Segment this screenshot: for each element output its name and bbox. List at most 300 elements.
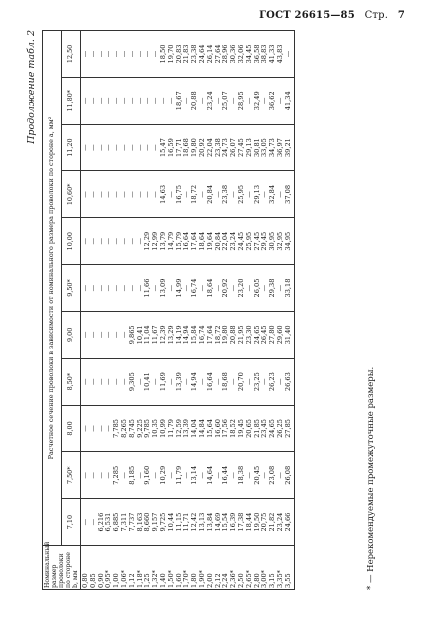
value-cell: 19,70 — [166, 44, 175, 64]
value-cell: 26,05 — [252, 278, 261, 298]
page-number: 7 — [397, 10, 405, 21]
value-cell: 23,30 — [244, 325, 253, 345]
value-cell: 29,13 — [244, 138, 253, 158]
value-cell: 13,14 — [190, 465, 199, 485]
value-cell: — — [182, 191, 191, 198]
value-cell: — — [135, 471, 144, 479]
page-label: Стр. — [364, 10, 389, 21]
value-cell: 31,40 — [283, 325, 292, 345]
value-cell: 6,531 — [104, 512, 113, 532]
nominal-size-cell: 0,80 — [81, 573, 89, 588]
value-cell: 26,14 — [205, 44, 214, 64]
value-column — [81, 499, 295, 546]
value-cell: — — [104, 237, 113, 245]
value-cell: — — [151, 378, 160, 385]
value-cell: — — [229, 284, 238, 292]
value-cell: 17,71 — [174, 138, 183, 158]
section-group-header: Расчетное сечение проволоки в зависимости от номинального размера проволоки по стороне а, мм² — [43, 31, 62, 546]
value-cell: — — [112, 378, 121, 385]
value-cell: 13,13 — [197, 512, 206, 532]
value-cell: 26,07 — [229, 138, 238, 158]
value-cell: — — [104, 471, 113, 479]
value-cell: — — [166, 471, 175, 479]
value-cell: 23,24 — [229, 231, 238, 251]
value-cell: 6,885 — [112, 512, 121, 532]
value-cell: 20,70 — [236, 372, 245, 392]
value-column — [81, 77, 295, 124]
value-cell: 27,45 — [236, 138, 245, 158]
value-cell: — — [81, 331, 89, 339]
value-cell: 16,59 — [166, 138, 175, 158]
value-cell: 23,38 — [213, 138, 222, 158]
value-cell: — — [229, 191, 238, 198]
value-cell: 10,29 — [158, 465, 167, 485]
value-cell: 36,97 — [275, 138, 284, 158]
value-cell: — — [229, 378, 238, 385]
value-cell: — — [81, 425, 89, 432]
value-cell: — — [112, 331, 121, 339]
table-row — [81, 31, 295, 590]
value-cell: — — [229, 97, 238, 105]
value-cell: 11,15 — [174, 512, 183, 532]
value-cell: 34,95 — [283, 231, 292, 251]
value-cell: — — [127, 284, 136, 292]
value-cell: 14,99 — [174, 278, 183, 298]
column-header: 12,50 — [62, 31, 81, 78]
nominal-size-cell: 1,25 — [143, 573, 152, 588]
value-cell: — — [213, 97, 222, 105]
value-cell: 30,81 — [252, 138, 261, 158]
column-header: 9,00 — [62, 311, 81, 358]
value-cell: 9,865 — [127, 325, 136, 345]
nominal-size-cell: 2,24 — [221, 573, 230, 588]
value-cell: 18,64 — [205, 278, 214, 298]
value-cell: — — [213, 284, 222, 292]
value-cell: — — [104, 97, 113, 105]
value-cell: — — [143, 97, 152, 105]
value-cell: 24,65 — [252, 325, 261, 345]
value-cell: — — [260, 191, 269, 198]
value-cell: — — [119, 50, 128, 58]
value-cell: — — [119, 471, 128, 479]
value-cell: — — [81, 471, 89, 479]
value-cell: 16,60 — [213, 419, 222, 438]
value-column — [81, 218, 295, 265]
value-cell: 32,49 — [252, 91, 261, 111]
value-cell: 20,84 — [205, 184, 214, 204]
nominal-size-cell: 1,18* — [135, 570, 144, 588]
value-cell: 12,42 — [190, 512, 199, 532]
value-cell: — — [104, 284, 113, 292]
value-cell: — — [135, 378, 144, 385]
value-cell: — — [197, 284, 206, 292]
value-cell: 30,95 — [268, 231, 277, 251]
value-cell: 26,23 — [268, 372, 277, 392]
value-cell: — — [127, 237, 136, 245]
value-cell: — — [244, 97, 253, 105]
value-cell: 15,54 — [221, 512, 230, 532]
rotated-content-wrapper — [26, 30, 396, 590]
value-cell: — — [112, 237, 121, 245]
value-cell: 10,41 — [135, 325, 144, 345]
value-cell: — — [88, 518, 97, 526]
value-cell: — — [81, 144, 89, 151]
value-cell: 14,64 — [205, 465, 214, 485]
value-cell: — — [151, 191, 160, 198]
value-cell: — — [88, 284, 97, 292]
value-cell: 14,79 — [166, 231, 175, 251]
value-cell: — — [182, 97, 191, 105]
value-cell: — — [151, 50, 160, 58]
value-cell: 28,95 — [236, 91, 245, 111]
nominal-size-cell: 0,95* — [104, 570, 113, 588]
value-cell: — — [119, 191, 128, 198]
value-cell: 10,99 — [158, 419, 167, 438]
value-cell: — — [88, 97, 97, 105]
value-cell: 20,88 — [229, 325, 238, 345]
value-cell: — — [104, 425, 113, 432]
value-cell: 22,04 — [221, 231, 230, 251]
value-cell: 16,44 — [221, 465, 230, 485]
value-cell: 15,47 — [158, 138, 167, 158]
value-cell: 14,94 — [182, 325, 191, 345]
value-cell: — — [197, 97, 206, 105]
value-cell: — — [275, 378, 284, 385]
value-cell: — — [112, 97, 121, 105]
value-cell: 34,45 — [244, 44, 253, 64]
value-cell: 24,73 — [221, 138, 230, 158]
value-cell: 19,80 — [190, 138, 199, 158]
value-cell: — — [127, 50, 136, 58]
value-cell: — — [229, 471, 238, 479]
value-cell: — — [283, 50, 292, 58]
value-cell: 13,09 — [158, 278, 167, 298]
value-cell: — — [244, 378, 253, 385]
value-cell: 14,19 — [174, 325, 183, 345]
nominal-size-cell: 2,12 — [213, 573, 222, 588]
value-cell: 22,04 — [205, 138, 214, 158]
value-cell: 18,64 — [197, 231, 206, 251]
value-cell: — — [182, 284, 191, 292]
value-cell: — — [143, 50, 152, 58]
value-cell: 27,85 — [283, 419, 292, 438]
value-cell: 33,05 — [260, 138, 269, 158]
value-column — [81, 31, 295, 78]
value-cell: — — [275, 471, 284, 479]
value-cell: — — [244, 191, 253, 198]
value-cell: — — [244, 284, 253, 292]
value-cell: 8,660 — [143, 512, 152, 532]
page-header — [253, 10, 405, 21]
value-cell: — — [127, 191, 136, 198]
value-cell: — — [81, 191, 89, 198]
value-cell: 10,44 — [166, 512, 175, 532]
value-cell: 16,75 — [174, 184, 183, 204]
value-cell: — — [119, 144, 128, 151]
value-cell: 17,56 — [221, 419, 230, 438]
value-cell: — — [197, 378, 206, 385]
nominal-size-cell: 2,80 — [252, 573, 261, 588]
value-cell: — — [81, 50, 89, 58]
value-cell: 19,64 — [205, 231, 214, 251]
nominal-size-header: Номинальный размер проволоки по стороне b, мм — [44, 541, 79, 588]
value-cell: 30,36 — [229, 44, 238, 64]
column-header: 8,50* — [62, 358, 81, 405]
value-cell: 23,45 — [260, 419, 269, 438]
column-header: 9,50* — [62, 265, 81, 312]
value-cell: 14,94 — [190, 372, 199, 392]
value-cell: 15,79 — [174, 231, 183, 251]
column-header: 11,20 — [62, 124, 81, 171]
value-cell: — — [119, 284, 128, 292]
value-cell: — — [275, 284, 284, 292]
value-cell: 23,38 — [221, 184, 230, 204]
value-cell: 18,72 — [213, 325, 222, 345]
value-column — [81, 265, 295, 312]
nominal-size-cell: 2,50 — [236, 573, 245, 588]
value-cell: — — [81, 237, 89, 245]
value-cell: — — [197, 191, 206, 198]
column-header: 10,60* — [62, 171, 81, 218]
value-cell: 18,52 — [229, 419, 238, 438]
value-cell: — — [135, 191, 144, 198]
value-cell: 12,29 — [143, 231, 152, 251]
value-cell: — — [96, 50, 105, 58]
value-cell: 7,285 — [112, 465, 121, 485]
value-cell: — — [104, 144, 113, 151]
value-column — [81, 124, 295, 171]
value-cell: — — [151, 471, 160, 479]
value-cell: 16,64 — [205, 372, 214, 392]
value-cell: 15,84 — [190, 325, 199, 345]
value-cell: — — [213, 191, 222, 198]
value-cell: — — [104, 50, 113, 58]
value-cell: — — [104, 331, 113, 339]
value-cell: — — [88, 425, 97, 432]
value-cell: 13,79 — [158, 231, 167, 251]
value-cell: 8,265 — [119, 419, 128, 438]
value-cell: 20,83 — [174, 44, 183, 64]
value-cell: 18,68 — [182, 138, 191, 158]
value-cell: 11,67 — [151, 325, 160, 345]
value-cell: — — [213, 378, 222, 385]
value-cell: 12,39 — [158, 325, 167, 345]
value-cell: 8,163 — [135, 512, 144, 532]
nominal-size-cell: 1,60 — [174, 573, 183, 588]
value-cell: 17,64 — [190, 231, 199, 251]
value-cell: — — [96, 425, 105, 432]
value-cell: 41,34 — [283, 91, 292, 111]
standard-number: ГОСТ 26615—85 — [259, 10, 355, 21]
value-cell: — — [143, 144, 152, 151]
value-cell: — — [81, 378, 89, 385]
value-cell: 36,58 — [252, 44, 261, 64]
value-cell: 32,95 — [275, 231, 284, 251]
value-cell: 24,64 — [197, 44, 206, 64]
value-cell: 23,24 — [205, 91, 214, 111]
value-cell: 25,95 — [236, 184, 245, 204]
value-cell: 15,64 — [205, 419, 214, 438]
value-cell: — — [96, 237, 105, 245]
value-cell: — — [213, 471, 222, 479]
value-cell: — — [143, 191, 152, 198]
value-cell: 11,79 — [166, 419, 175, 438]
value-cell: 24,65 — [268, 419, 277, 438]
value-column — [81, 311, 295, 358]
value-cell: — — [119, 237, 128, 245]
table-body — [81, 31, 295, 590]
value-cell: — — [166, 378, 175, 385]
value-cell: 20,75 — [260, 512, 269, 532]
value-cell: 11,79 — [174, 465, 183, 485]
value-cell: — — [112, 284, 121, 292]
value-cell: — — [81, 518, 89, 526]
value-cell: 19,45 — [236, 419, 245, 438]
value-cell: 9,225 — [135, 419, 144, 438]
value-cell: — — [275, 97, 284, 105]
value-cell: 33,18 — [283, 278, 292, 298]
value-cell: — — [96, 97, 105, 105]
value-cell: 32,84 — [268, 184, 277, 204]
value-cell: — — [127, 144, 136, 151]
value-cell: 6,216 — [96, 512, 105, 532]
value-cell: 20,65 — [244, 419, 253, 438]
value-cell: 16,74 — [197, 325, 206, 345]
value-cell: 8,745 — [127, 419, 136, 438]
nominal-size-cell: 3,35* — [275, 570, 284, 588]
value-cell: — — [260, 284, 269, 292]
value-cell: 29,13 — [252, 184, 261, 204]
nominal-size-cell: 1,90* — [197, 570, 206, 588]
value-cell: 23,38 — [190, 44, 199, 64]
value-cell: — — [119, 378, 128, 385]
value-column — [81, 358, 295, 405]
nominal-size-column — [81, 546, 295, 590]
value-cell: 29,45 — [260, 231, 269, 251]
value-cell: 43,83 — [275, 44, 284, 64]
value-cell: — — [88, 144, 97, 151]
value-cell: 29,60 — [275, 325, 284, 345]
value-cell: 14,84 — [197, 419, 206, 438]
nominal-size-cell: 1,70* — [182, 570, 191, 588]
value-cell: 19,50 — [252, 512, 261, 532]
nominal-size-cell: 2,36* — [229, 570, 238, 588]
value-cell: 24,66 — [283, 512, 292, 532]
value-cell: 11,69 — [158, 372, 167, 392]
value-cell: — — [135, 97, 144, 105]
column-header-row — [62, 31, 81, 590]
value-cell: 25,07 — [221, 91, 230, 111]
value-cell: 18,67 — [174, 91, 183, 111]
value-cell: — — [182, 471, 191, 479]
value-cell: — — [158, 97, 167, 105]
value-cell: 18,44 — [244, 512, 253, 532]
value-cell: 23,25 — [252, 372, 261, 392]
value-cell: — — [119, 331, 128, 339]
value-cell: 12,59 — [174, 419, 183, 438]
value-cell: — — [244, 471, 253, 479]
nominal-size-cell: 0,90 — [96, 573, 105, 588]
column-header: 8,00 — [62, 405, 81, 452]
value-cell: 13,39 — [174, 372, 183, 392]
value-cell: 23,24 — [275, 512, 284, 532]
value-cell: — — [96, 284, 105, 292]
value-cell: — — [104, 378, 113, 385]
value-cell: 17,64 — [205, 325, 214, 345]
value-cell: — — [112, 144, 121, 151]
value-cell: 26,25 — [275, 419, 284, 438]
value-cell: 26,08 — [283, 465, 292, 485]
value-cell: — — [135, 144, 144, 151]
value-cell: 23,08 — [268, 465, 277, 485]
nominal-size-cell: 3,00* — [260, 570, 269, 588]
value-cell: — — [112, 50, 121, 58]
value-cell: 16,74 — [190, 278, 199, 298]
value-cell: — — [96, 191, 105, 198]
value-cell: 18,68 — [221, 372, 230, 392]
value-column — [81, 171, 295, 218]
value-cell: — — [151, 284, 160, 292]
value-cell: 10,35 — [151, 419, 160, 438]
rotated-table-page — [26, 30, 396, 590]
value-cell: — — [151, 97, 160, 105]
nominal-size-cell: 1,12 — [127, 573, 136, 588]
value-cell: — — [182, 378, 191, 385]
nominal-size-cell: 1,50* — [166, 570, 175, 588]
value-cell: 14,69 — [213, 512, 222, 532]
column-header: 11,80* — [62, 77, 81, 124]
value-cell: 27,45 — [252, 231, 261, 251]
value-cell: — — [88, 191, 97, 198]
value-cell: 39,21 — [283, 138, 292, 158]
value-cell: 16,39 — [229, 512, 238, 532]
value-cell: — — [88, 378, 97, 385]
value-cell: 18,50 — [158, 44, 167, 64]
value-cell: 11,04 — [143, 325, 152, 345]
value-cell: 9,157 — [151, 512, 160, 532]
value-cell: 13,29 — [166, 325, 175, 345]
value-cell: — — [275, 191, 284, 198]
value-cell: 19,80 — [221, 325, 230, 345]
value-cell: — — [88, 237, 97, 245]
value-cell: 14,04 — [190, 419, 199, 438]
value-cell: — — [96, 378, 105, 385]
value-cell: 9,725 — [158, 512, 167, 532]
value-cell: — — [127, 97, 136, 105]
value-column — [81, 405, 295, 452]
value-cell: 29,38 — [268, 278, 277, 298]
value-cell: 11,66 — [143, 278, 152, 298]
value-cell: — — [88, 331, 97, 339]
value-cell: 26,45 — [260, 325, 269, 345]
value-cell: 26,63 — [283, 372, 292, 392]
nominal-size-cell: 1,40 — [158, 573, 167, 588]
value-cell: 9,785 — [143, 419, 152, 438]
value-cell: — — [260, 471, 269, 479]
value-cell: 32,06 — [236, 44, 245, 64]
value-cell: — — [104, 191, 113, 198]
value-cell: 10,41 — [143, 372, 152, 392]
nominal-size-cell: 1,00 — [112, 573, 121, 588]
value-cell: 13,39 — [182, 419, 191, 438]
value-cell: — — [166, 97, 175, 105]
continuation-label: Продолжение табл. 2 — [26, 30, 37, 144]
value-cell: — — [81, 284, 89, 292]
value-cell: — — [119, 97, 128, 105]
value-cell: — — [166, 284, 175, 292]
cross-section-table — [42, 30, 295, 590]
value-cell: 25,95 — [244, 231, 253, 251]
